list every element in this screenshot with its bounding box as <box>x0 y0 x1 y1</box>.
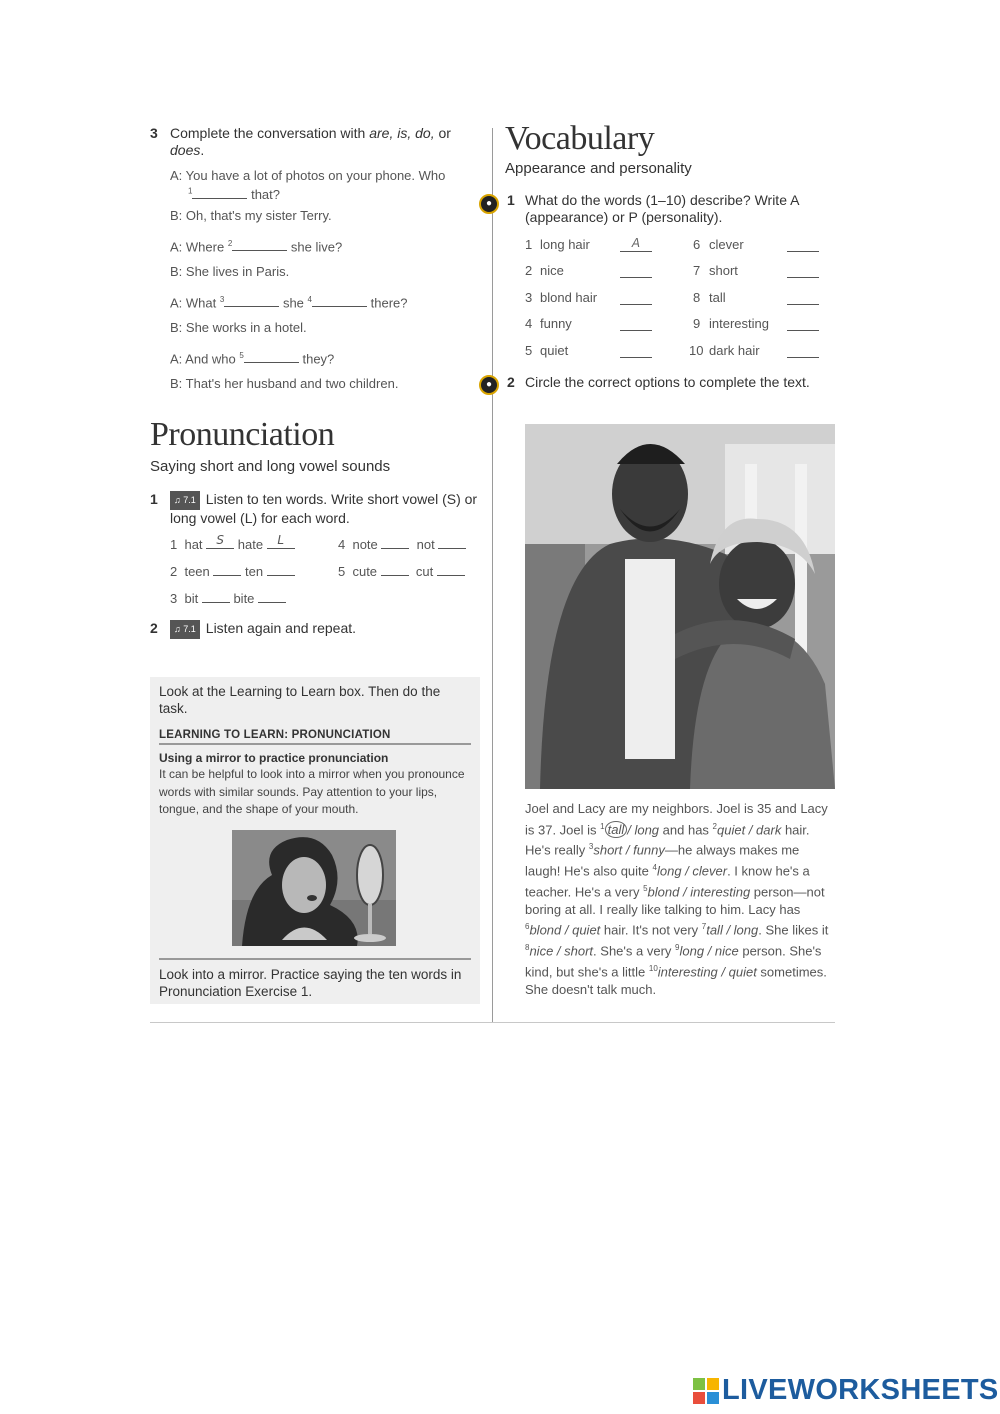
dialogue-line: B: She works in a hotel. <box>170 320 307 335</box>
answer-blank[interactable]: A <box>620 237 652 252</box>
logo-text: LIVEWORKSHEETS <box>722 1374 999 1406</box>
answer-blank[interactable] <box>244 351 299 363</box>
dialogue-line: A: You have a lot of photos on your phone. Who $^1$ that? <box>170 168 446 203</box>
vocabulary-subtitle: Appearance and personality <box>505 160 692 177</box>
exercise-instruction: ♫ 7.1 Listen again and repeat. <box>170 620 480 639</box>
mirror-illustration <box>232 830 396 946</box>
pronunciation-subtitle: Saying short and long vowel sounds <box>150 458 391 475</box>
option[interactable]: interesting / quiet <box>657 964 757 980</box>
word-row: 5 quiet 10 dark hair <box>525 337 840 364</box>
answer-blank[interactable] <box>267 564 295 576</box>
answer-blank[interactable] <box>620 263 652 278</box>
dialogue-line: A: What $^3$ she $^4$ there? <box>170 295 408 311</box>
exercise-instruction: Circle the correct options to complete the text. <box>525 373 810 390</box>
answer-blank[interactable] <box>312 295 367 307</box>
dialogue-line: A: Where $^2$ she live? <box>170 239 343 255</box>
answer-blank[interactable] <box>620 316 652 331</box>
lightbulb-icon: ● <box>479 375 499 395</box>
couple-photo <box>525 424 835 789</box>
word-grid <box>525 231 840 364</box>
left-column <box>150 125 480 639</box>
liveworksheets-logo <box>693 1374 999 1407</box>
option-circled[interactable]: tall <box>605 821 628 838</box>
exercise-number: 2 <box>507 373 515 390</box>
answer-blank[interactable] <box>787 237 819 252</box>
answer-blank[interactable]: L <box>267 537 295 549</box>
answer-blank[interactable] <box>787 290 819 305</box>
dialogue-line: B: Oh, that's my sister Terry. <box>170 208 332 223</box>
box-task: Look into a mirror. Practice saying the ten words in Pronunciation Exercise 1. <box>159 967 462 999</box>
audio-track-icon[interactable]: ♫ 7.1 <box>170 620 200 639</box>
option[interactable]: blond / interesting <box>647 884 751 900</box>
vocabulary-exercise-2 <box>505 374 840 391</box>
option[interactable]: / long <box>627 821 660 837</box>
answer-blank[interactable] <box>787 343 819 358</box>
audio-track-icon[interactable]: ♫ 7.1 <box>170 491 200 510</box>
box-subheading: Using a mirror to practice pronunciation <box>159 751 389 765</box>
vocabulary-exercise-1 <box>505 192 840 364</box>
grammar-exercise-3 <box>150 125 480 404</box>
answer-blank[interactable] <box>787 263 819 278</box>
option[interactable]: long / nice <box>679 943 739 959</box>
exercise-number: 3 <box>150 125 158 141</box>
answer-blank[interactable] <box>381 564 409 576</box>
option[interactable]: short / funny <box>593 842 665 858</box>
option[interactable]: nice / short <box>529 943 594 959</box>
word-row: 1 hat S hate L 4 note not <box>170 537 480 564</box>
word-row: 4 funny 9 interesting <box>525 311 840 338</box>
pronunciation-title: Pronunciation <box>150 416 335 453</box>
word-row: 2 teen ten 5 cute cut <box>170 564 480 591</box>
option[interactable]: long / clever <box>656 863 728 879</box>
exercise-instruction: Complete the conversation with are, is, do, or does. <box>170 125 451 158</box>
word-row: 1 long hair A 6 clever <box>525 231 840 258</box>
answer-blank[interactable]: S <box>206 537 234 549</box>
word-row: 3 bit bite <box>170 591 480 618</box>
exercise-number: 2 <box>150 620 158 636</box>
dialogue-line: B: That's her husband and two children. <box>170 376 399 391</box>
exercise-number: 1 <box>150 491 158 507</box>
right-column <box>505 120 840 391</box>
box-heading: LEARNING TO LEARN: PRONUNCIATION <box>159 729 471 745</box>
answer-blank[interactable] <box>620 343 652 358</box>
vocabulary-title: Vocabulary <box>505 120 655 157</box>
box-body: It can be helpful to look into a mirror when you pronounce words with similar sounds. Pay attention to your lips, tongue, and the shape of your mouth. <box>159 767 465 816</box>
answer-blank[interactable] <box>213 564 241 576</box>
lightbulb-icon: ● <box>479 194 499 214</box>
couple-illustration <box>525 424 835 789</box>
bottom-rule <box>150 1022 835 1023</box>
exercise-instruction: What do the words (1–10) describe? Write A (appearance) or P (personality). <box>525 192 799 225</box>
column-divider <box>492 128 493 1023</box>
answer-blank[interactable] <box>438 537 466 549</box>
reading-text: Joel and Lacy are my neighbors. Joel is 35 and Lacy is 37. Joel is $^1$ tall / long and has $^2$quiet / dark hair. He's really $^3$short / funny—he always makes me laugh! He's also quite $^4$long / clever. I know he's a teacher. He's a very $^5$blond / interesting person—not boring at all. I really like talking to him. Lacy has $^6$blond / quiet hair. It's not very $^7$tall / long. She likes it $^8$nice / short. She's a very $^9$long / nice person. She's kind, but she's a little $^{10}$interesting / quiet sometimes. She doesn't talk much. <box>525 801 829 997</box>
exercise-number: 1 <box>507 192 515 208</box>
liveworksheets-logo-icon <box>693 1378 719 1404</box>
pronunciation-exercise-2 <box>150 620 480 639</box>
learning-to-learn-box <box>150 677 480 1004</box>
dialogue-line: A: And who $^5$ they? <box>170 351 335 367</box>
answer-blank[interactable] <box>202 591 230 603</box>
answer-blank[interactable] <box>192 187 247 199</box>
box-intro: Look at the Learning to Learn box. Then do the task. <box>159 684 441 716</box>
answer-blank[interactable] <box>381 537 409 549</box>
pronunciation-exercise-1 <box>150 491 480 618</box>
answer-blank[interactable] <box>620 290 652 305</box>
word-row: 2 nice 7 short <box>525 258 840 285</box>
option[interactable]: blond / quiet <box>529 922 601 938</box>
answer-blank[interactable] <box>787 316 819 331</box>
option[interactable]: tall / long <box>706 922 759 938</box>
answer-blank[interactable] <box>232 239 287 251</box>
dialogue-line: B: She lives in Paris. <box>170 264 290 279</box>
answer-blank[interactable] <box>437 564 465 576</box>
answer-blank[interactable] <box>258 591 286 603</box>
option[interactable]: quiet / dark <box>717 821 782 837</box>
word-row: 3 blond hair 8 tall <box>525 284 840 311</box>
answer-blank[interactable] <box>224 295 279 307</box>
exercise-instruction: ♫ 7.1 Listen to ten words. Write short vowel (S) or long vowel (L) for each word. <box>170 491 478 526</box>
